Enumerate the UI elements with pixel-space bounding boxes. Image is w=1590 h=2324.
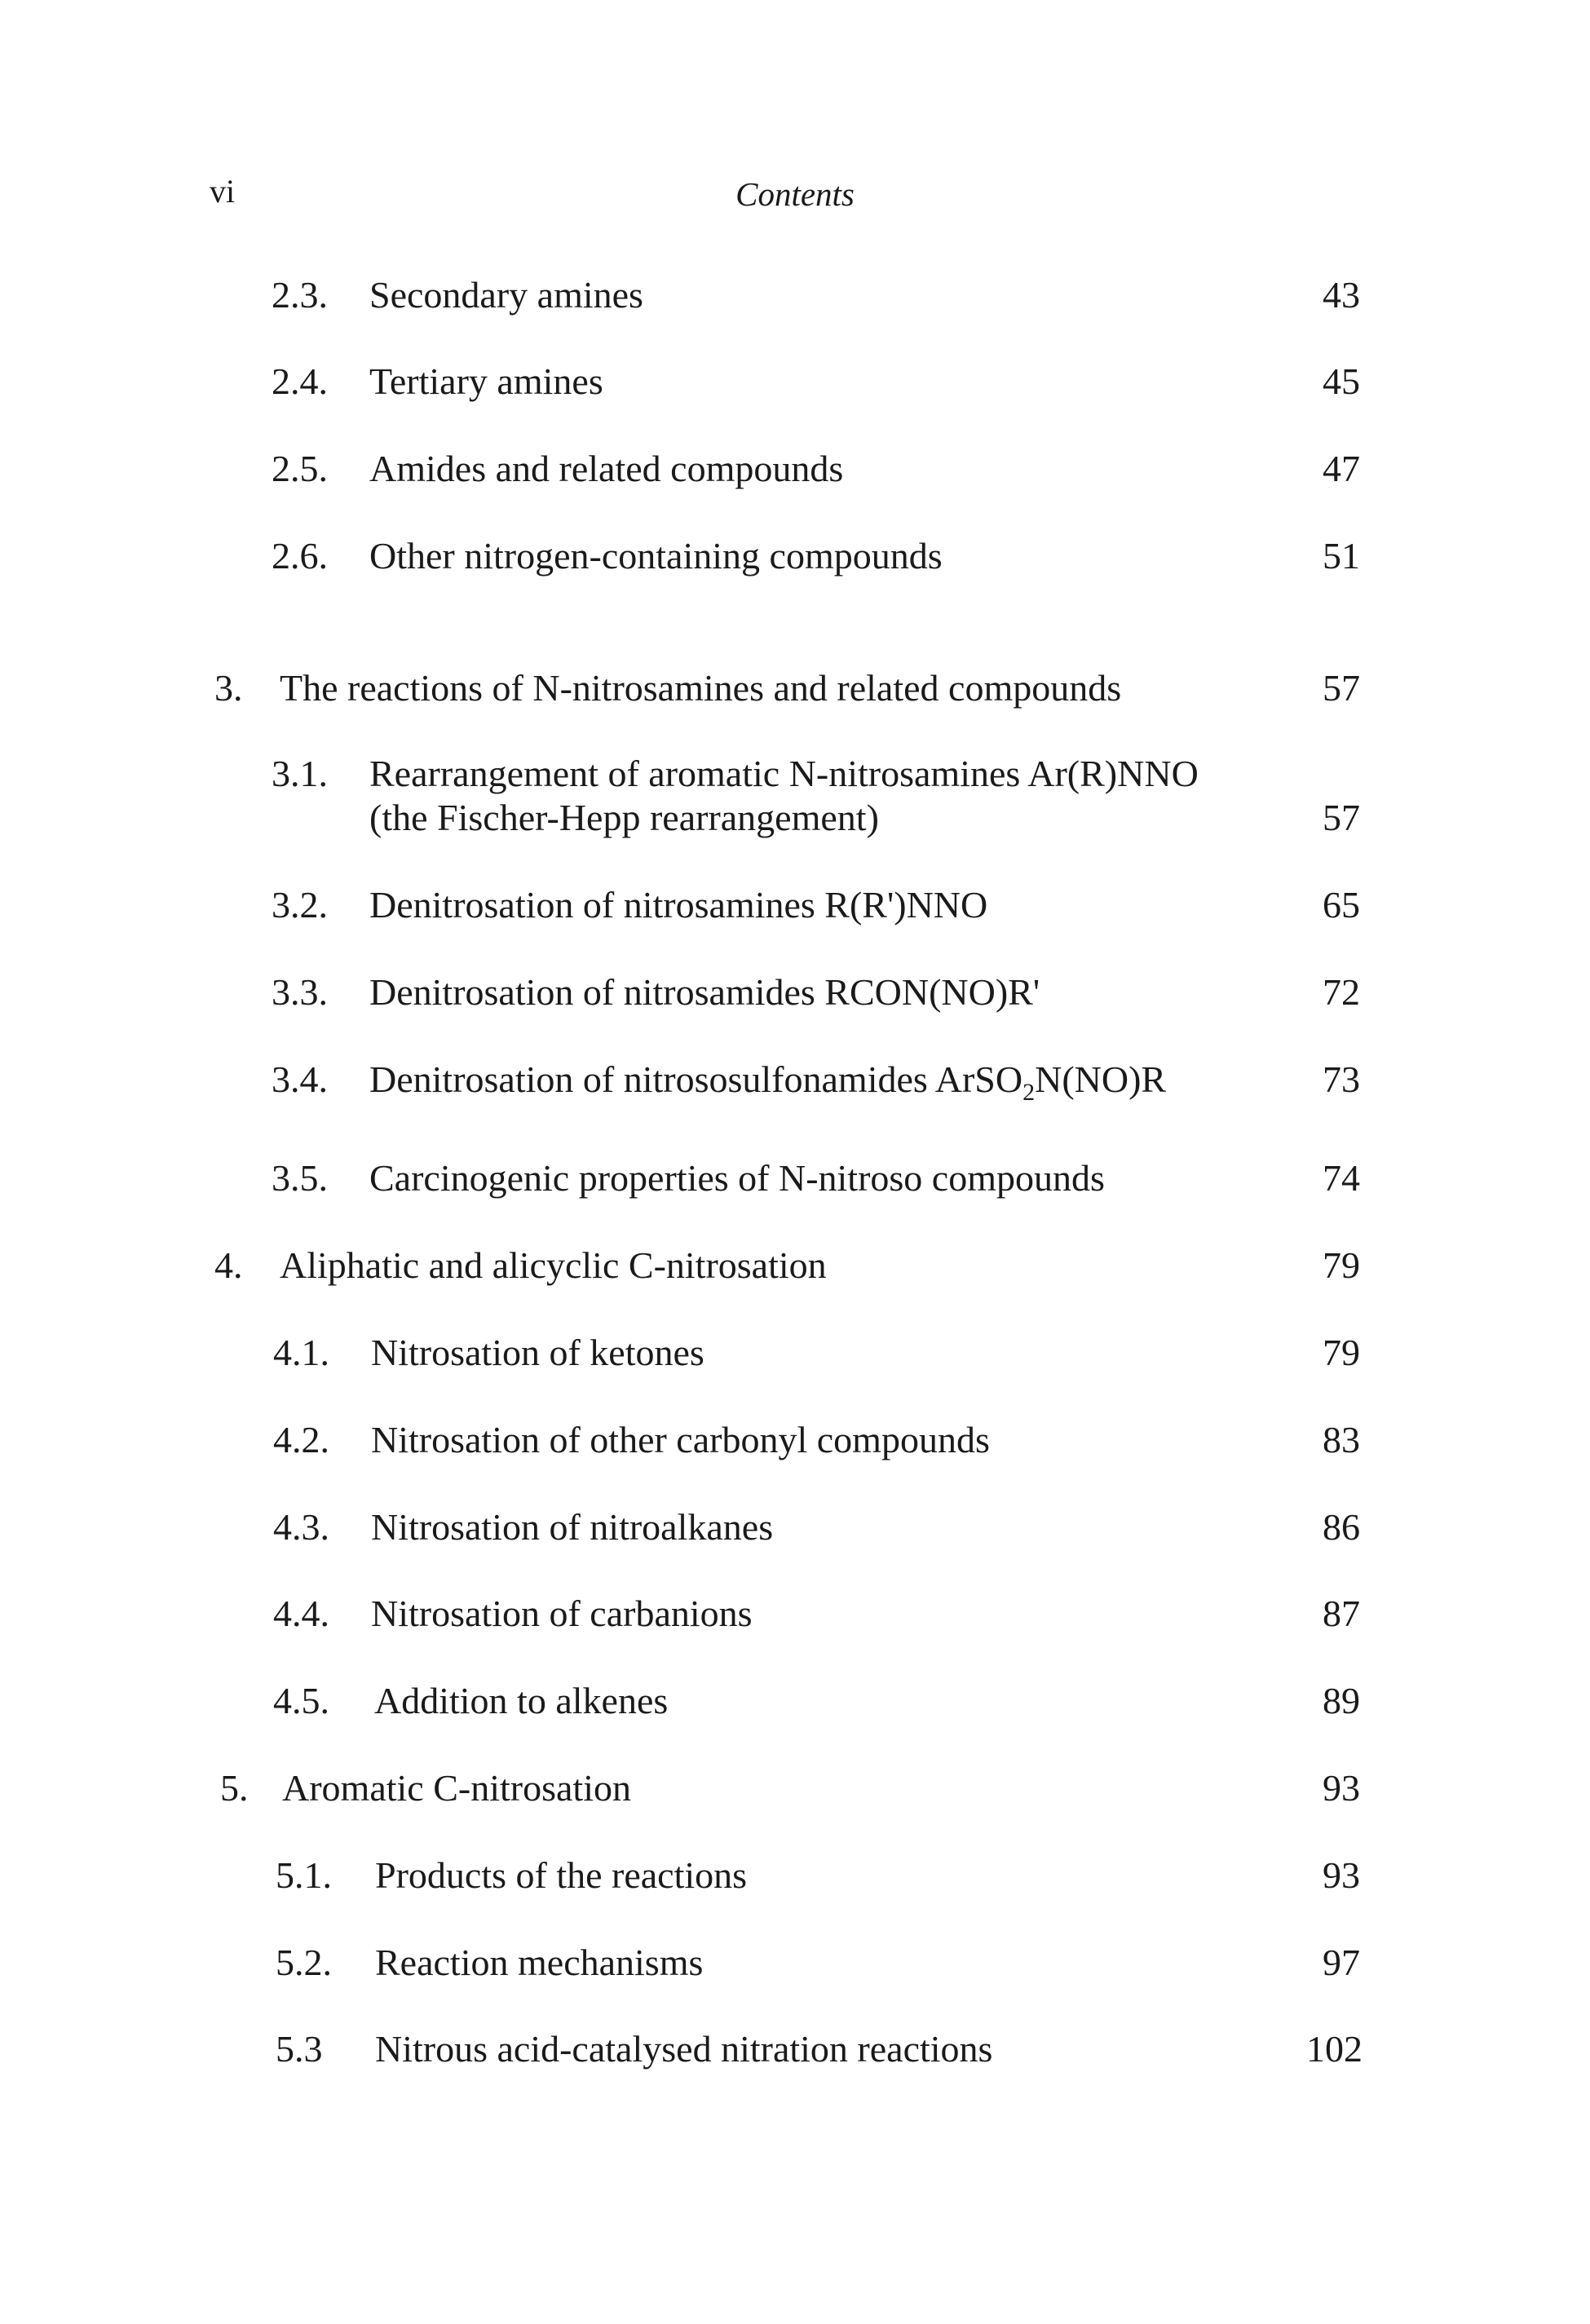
toc-entry-page: 65 (1323, 884, 1360, 926)
toc-entry[interactable] (272, 273, 1360, 317)
toc-entry-title: Addition to alkenes (374, 1680, 669, 1721)
toc-entry-page: 43 (1323, 274, 1360, 316)
toc-entry-page: 45 (1323, 360, 1360, 402)
toc-entry-number: 3.3. (272, 971, 328, 1013)
toc-chapter[interactable] (214, 1244, 1360, 1288)
toc-entry-number: 3.1. (272, 753, 328, 794)
toc-entry[interactable] (273, 1331, 1360, 1375)
toc-entry-title: Nitrosation of carbanions (371, 1593, 753, 1634)
toc-entry[interactable] (273, 1592, 1360, 1636)
toc-entry-page: 72 (1323, 971, 1360, 1013)
toc-entry[interactable] (273, 1679, 1360, 1723)
toc-entry-number: 4.1. (273, 1332, 329, 1373)
toc-entry-title-continued: (the Fischer-Hepp rearrangement) (369, 797, 879, 838)
toc-entry-number: 4.4. (273, 1593, 329, 1634)
toc-chapter[interactable] (214, 666, 1360, 710)
toc-entry[interactable] (276, 1853, 1360, 1898)
toc-entry-page: 97 (1323, 1942, 1360, 1983)
toc-entry-number: 4.2. (273, 1419, 329, 1460)
toc-entry-title: Other nitrogen-containing compounds (369, 535, 943, 577)
toc-entry[interactable] (272, 447, 1360, 491)
toc-entry-page: 51 (1323, 535, 1360, 577)
toc-entry[interactable] (273, 1418, 1360, 1462)
toc-entry[interactable] (273, 1505, 1360, 1549)
toc-chapter-title: The reactions of N-nitrosamines and related compounds (280, 667, 1122, 709)
toc-entry-title: Denitrosation of nitrosamines R(R')NNO (369, 884, 988, 926)
toc-entry-title (369, 1058, 1166, 1115)
toc-entry-number: 3.4. (272, 1058, 328, 1100)
running-title: Contents (735, 175, 855, 213)
toc-entry-title: Products of the reactions (375, 1854, 748, 1896)
toc-entry-title: Reaction mechanisms (375, 1942, 704, 1983)
toc-entry-number: 5.2. (276, 1942, 332, 1983)
toc-entry-title: Nitrosation of nitroalkanes (371, 1506, 774, 1548)
toc-entry-title: Carcinogenic properties of N-nitroso compounds (369, 1157, 1105, 1199)
toc-entry-title: Nitrosation of ketones (371, 1332, 704, 1373)
toc-entry[interactable] (272, 360, 1360, 404)
toc-entry-page: 47 (1323, 448, 1360, 489)
toc-entry-page: 73 (1323, 1058, 1360, 1100)
toc-entry-number: 5.1. (276, 1854, 332, 1896)
toc-entry-page: 57 (1323, 797, 1360, 838)
toc-entry[interactable] (272, 534, 1360, 578)
title-text-end: N(NO)R (1035, 1058, 1167, 1100)
toc-chapter[interactable] (220, 1766, 1360, 1810)
toc-entry-number: 4.3. (273, 1506, 329, 1548)
toc-chapter-number: 3. (214, 667, 243, 709)
toc-entry[interactable] (276, 1941, 1360, 1985)
toc-chapter-page: 79 (1323, 1244, 1360, 1286)
toc-entry-page: 87 (1323, 1593, 1360, 1634)
toc-entry-number: 2.4. (272, 360, 328, 402)
toc-chapter-title: Aromatic C-nitrosation (282, 1767, 631, 1809)
toc-chapter-number: 4. (214, 1244, 243, 1286)
title-text: Denitrosation of nitrososulfonamides ArSO (369, 1058, 1023, 1100)
toc-entry-number: 3.2. (272, 884, 328, 926)
toc-chapter-number: 5. (220, 1767, 249, 1809)
toc-entry-number: 4.5. (273, 1680, 329, 1721)
toc-entry-page: 74 (1323, 1157, 1360, 1199)
header-page-number: vi (210, 173, 236, 210)
toc-entry-title: Secondary amines (369, 274, 643, 316)
toc-entry-title: Amides and related compounds (369, 448, 844, 489)
toc-entry[interactable] (276, 2027, 1363, 2071)
toc-entry-title: Rearrangement of aromatic N-nitrosamines Ar(R)NNO (369, 753, 1199, 794)
toc-chapter-page: 93 (1323, 1767, 1360, 1809)
toc-entry-number: 2.6. (272, 535, 328, 577)
toc-entry-page: 93 (1323, 1854, 1360, 1896)
toc-entry-number: 5.3 (276, 2028, 323, 2070)
toc-entry[interactable] (272, 752, 1360, 840)
toc-entry[interactable] (272, 1058, 1360, 1106)
toc-entry-page: 89 (1323, 1680, 1360, 1721)
toc-entry-page: 83 (1323, 1419, 1360, 1460)
toc-entry-number: 3.5. (272, 1157, 328, 1199)
toc-chapter-page: 57 (1323, 667, 1360, 709)
toc-chapter-title: Aliphatic and alicyclic C-nitrosation (280, 1244, 827, 1286)
toc-entry[interactable] (272, 1156, 1360, 1200)
toc-entry-page: 79 (1323, 1332, 1360, 1373)
subscript-2: 2 (1022, 1079, 1036, 1106)
toc-entry-page: 86 (1323, 1506, 1360, 1548)
toc-entry-page: 102 (1306, 2028, 1363, 2070)
toc-entry[interactable] (272, 970, 1360, 1014)
toc-entry[interactable] (272, 883, 1360, 927)
toc-entry-number: 2.3. (272, 274, 328, 316)
toc-entry-title: Nitrosation of other carbonyl compounds (371, 1419, 990, 1460)
toc-entry-number: 2.5. (272, 448, 328, 489)
toc-entry-title: Denitrosation of nitrosamides RCON(NO)R' (369, 971, 1040, 1013)
toc-entry-title: Tertiary amines (369, 360, 603, 402)
toc-entry-title: Nitrous acid-catalysed nitration reactions (375, 2028, 993, 2070)
